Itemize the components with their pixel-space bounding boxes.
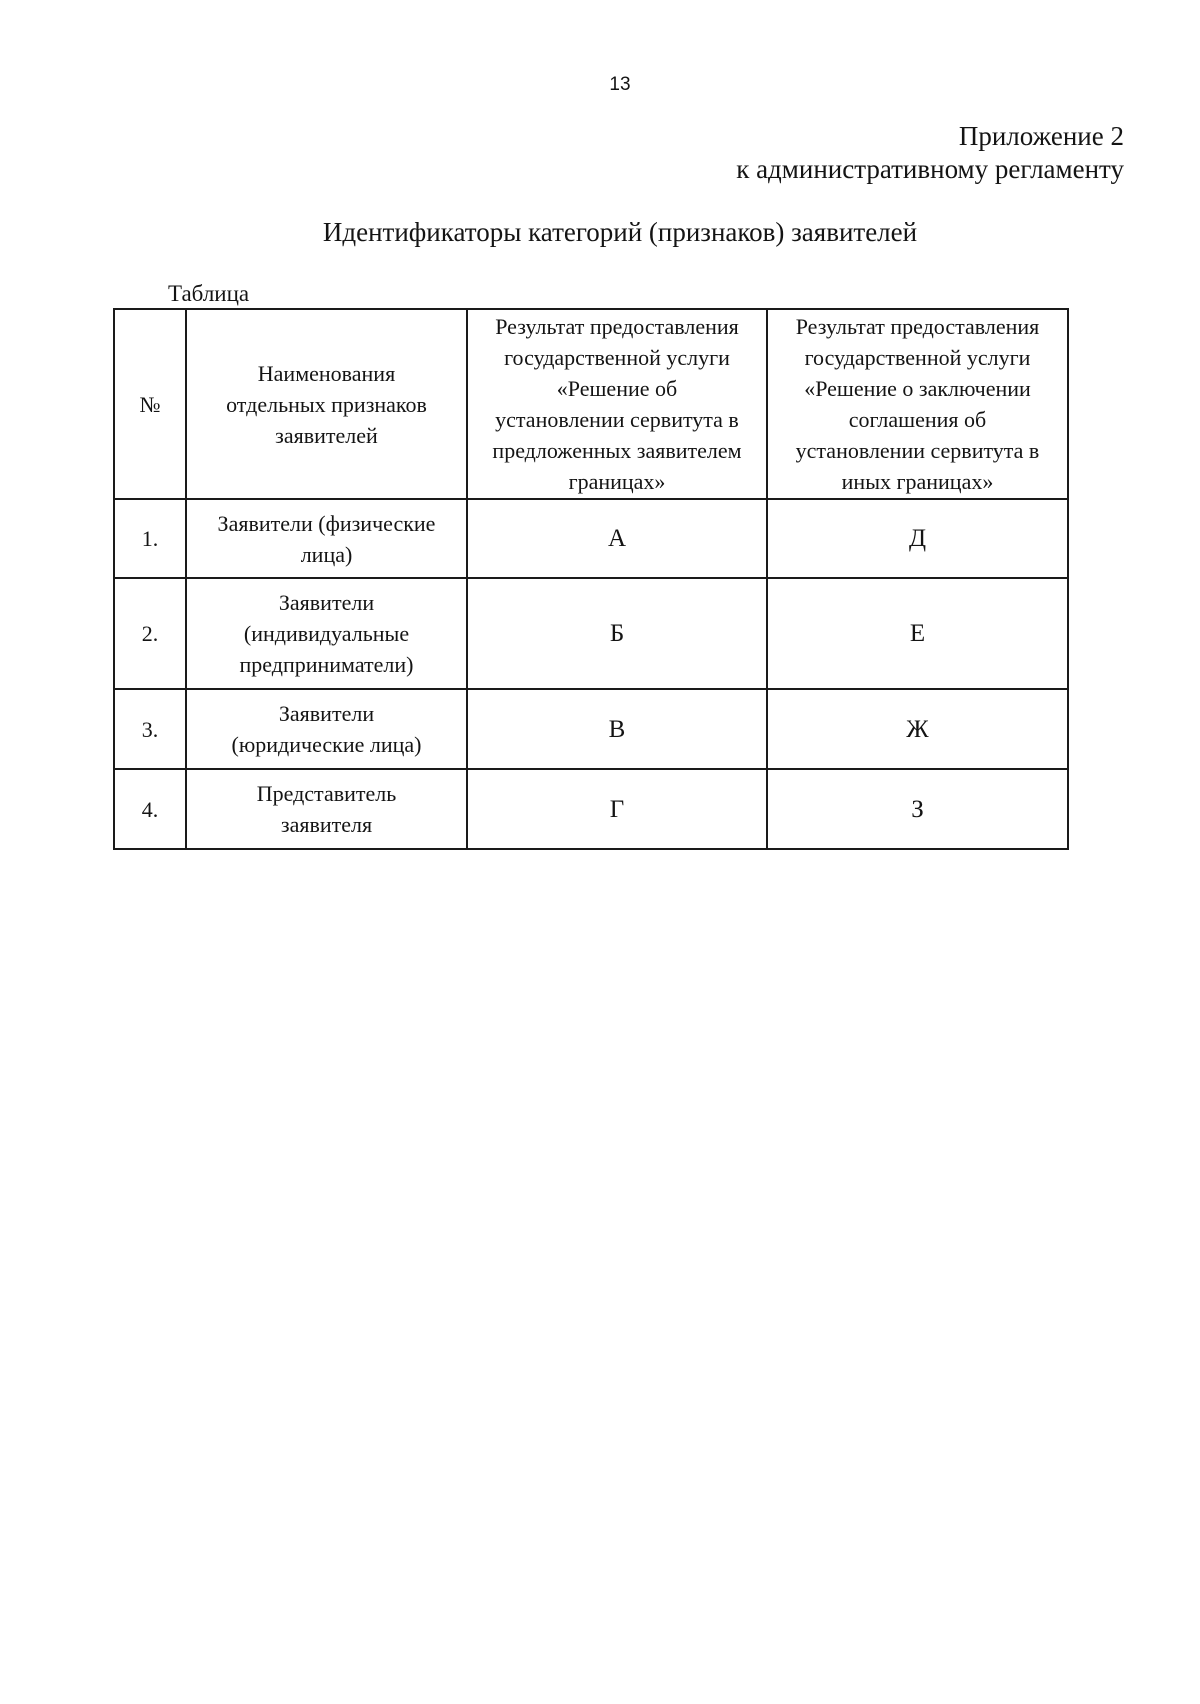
header-result-b: Результат предоставления государственной услуги «Решение о заключении соглашения об установлении сервитута в иных границах» [767, 309, 1068, 499]
row-result-b: З [767, 769, 1068, 849]
document-title: Идентификаторы категорий (признаков) заявителей [322, 217, 918, 247]
row-number: 2. [114, 578, 186, 689]
row-result-b: Е [767, 578, 1068, 689]
appendix-line-1: Приложение 2 [958, 121, 1124, 151]
row-number: 4. [114, 769, 186, 849]
row-result-a: А [467, 499, 767, 578]
row-name: Заявители (физические лица) [186, 499, 467, 578]
row-result-a: Г [467, 769, 767, 849]
table-caption: Таблица [168, 281, 250, 306]
row-number: 3. [114, 689, 186, 769]
appendix-line-2: к административному регламенту [736, 154, 1124, 184]
page-number: 13 [609, 74, 631, 95]
row-name: Представитель заявителя [186, 769, 467, 849]
header-number: № [114, 309, 186, 499]
table-row [114, 769, 1068, 849]
row-result-a: В [467, 689, 767, 769]
table-row [114, 499, 1068, 578]
row-result-b: Д [767, 499, 1068, 578]
table-header-row [114, 309, 1068, 499]
applicant-identifiers-table [113, 308, 1069, 850]
row-name: Заявители (юридические лица) [186, 689, 467, 769]
row-result-a: Б [467, 578, 767, 689]
row-number: 1. [114, 499, 186, 578]
header-result-a: Результат предоставления государственной услуги «Решение об установлении сервитута в предложенных заявителем границах» [467, 309, 767, 499]
row-result-b: Ж [767, 689, 1068, 769]
row-name: Заявители (индивидуальные предприниматели) [186, 578, 467, 689]
header-name: Наименования отдельных признаков заявителей [186, 309, 467, 499]
appendix-reference [736, 120, 1124, 186]
table-row [114, 578, 1068, 689]
table-row [114, 689, 1068, 769]
